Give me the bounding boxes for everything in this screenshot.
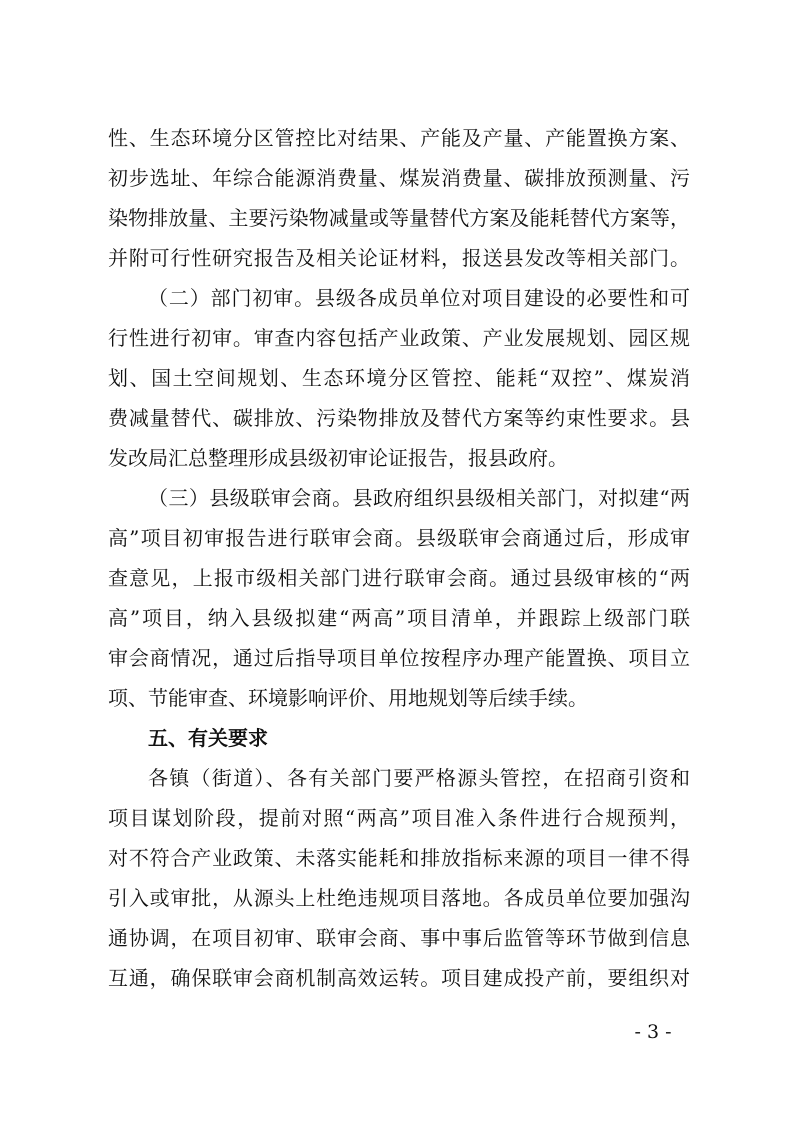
document-body — [108, 118, 690, 998]
text-line: （二）部门初审。县级各成员单位对项目建设的必要性和可 — [148, 286, 690, 310]
text-line: 行性进行初审。审查内容包括产业政策、产业发展规划、园区规 — [108, 326, 690, 350]
page-number: - 3 - — [634, 1021, 672, 1043]
text-line: 发改局汇总整理形成县级初审论证报告，报县政府。 — [108, 446, 568, 470]
text-line: 初步选址、年综合能源消费量、煤炭消费量、碳排放预测量、污 — [108, 166, 690, 190]
text-line: 查意见，上报市级相关部门进行联审会商。通过县级审核的“两 — [108, 566, 690, 590]
text-line: 并附可行性研究报告及相关论证材料，报送县发改等相关部门。 — [108, 246, 690, 270]
text-line: 性、生态环境分区管控比对结果、产能及产量、产能置换方案、 — [108, 126, 690, 150]
text-line: 审会商情况，通过后指导项目单位按程序办理产能置换、项目立 — [108, 646, 690, 670]
text-line: 染物排放量、主要污染物减量或等量替代方案及能耗替代方案等， — [108, 206, 690, 230]
text-line: （三）县级联审会商。县政府组织县级相关部门，对拟建“两 — [148, 486, 690, 510]
text-line: 费减量替代、碳排放、污染物排放及替代方案等约束性要求。县 — [108, 406, 690, 430]
text-line: 互通，确保联审会商机制高效运转。项目建成投产前，要组织对 — [108, 966, 690, 990]
text-line: 引入或审批，从源头上杜绝违规项目落地。各成员单位要加强沟 — [108, 886, 690, 910]
text-line: 划、国土空间规划、生态环境分区管控、能耗“双控”、煤炭消 — [108, 366, 690, 390]
text-line: 对不符合产业政策、未落实能耗和排放指标来源的项目一律不得 — [108, 846, 690, 870]
text-line: 高”项目初审报告进行联审会商。县级联审会商通过后，形成审 — [108, 526, 690, 550]
text-line: 项目谋划阶段，提前对照“两高”项目准入条件进行合规预判， — [108, 806, 690, 830]
text-line: 通协调，在项目初审、联审会商、事中事后监管等环节做到信息 — [108, 926, 690, 950]
text-line: 项、节能审查、环境影响评价、用地规划等后续手续。 — [108, 686, 588, 710]
text-line: 各镇（街道）、各有关部门要严格源头管控，在招商引资和 — [148, 766, 690, 790]
text-line: 高”项目，纳入县级拟建“两高”项目清单，并跟踪上级部门联 — [108, 606, 690, 630]
section-heading: 五、有关要求 — [148, 726, 268, 750]
